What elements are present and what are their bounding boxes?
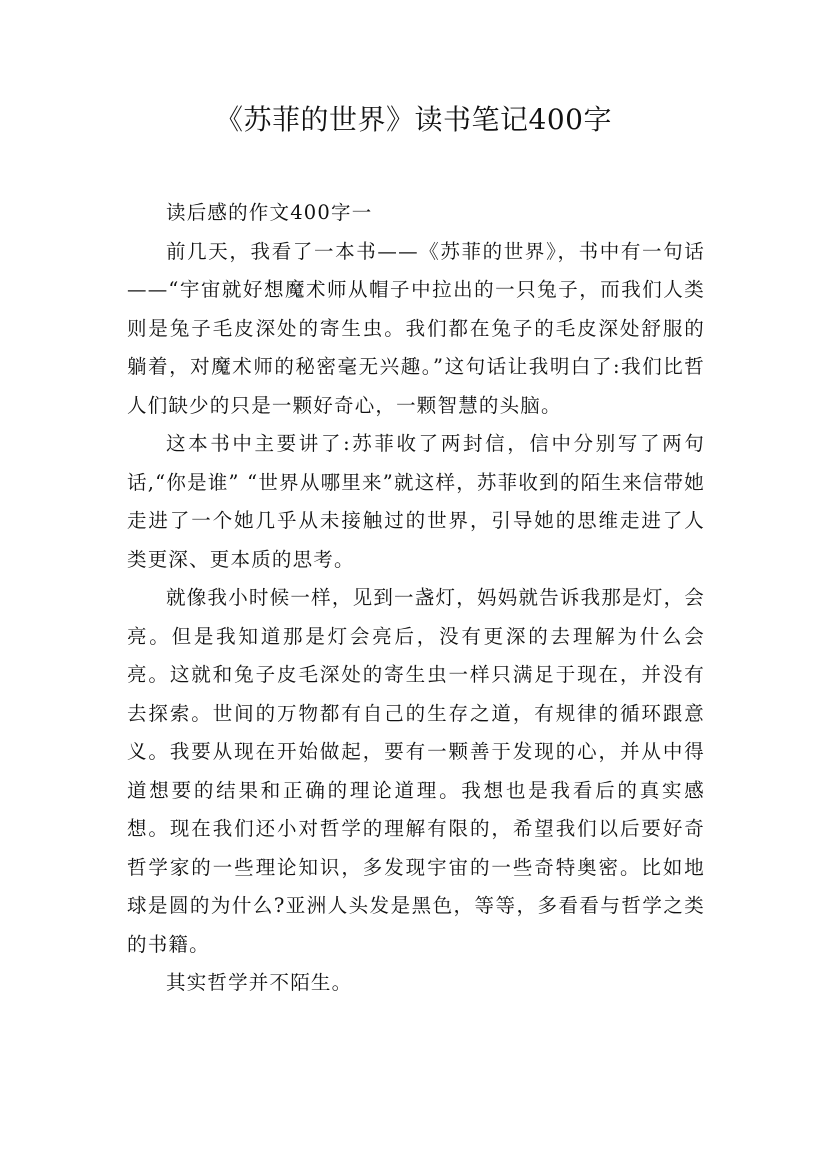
paragraph: 其实哲学并不陌生。 (166, 971, 353, 994)
document-title: 《苏菲的世界》读书笔记400字 (215, 103, 612, 136)
paragraph: 前几天，我看了一本书——《苏菲的世界》，书中有一句话——“宇宙就好想魔术师从帽子中拉出的一只兔子，而我们人类则是兔子毛皮深处的寄生虫。我们都在兔子的毛皮深处舒服的躺着，对魔术师的秘密毫无兴趣。”这句话让我明白了:我们比哲人们缺少的只是一颗好奇心，一颗智慧的头脑。 (127, 239, 705, 417)
paragraph: 这本书中主要讲了:苏菲收了两封信，信中分别写了两句话,“你是谁” “世界从哪里来”就这样，苏菲收到的陌生来信带她走进了一个她几乎从未接触过的世界，引导她的思维走进了人类更深、更本质的思考。 (127, 432, 705, 571)
document-body (127, 194, 705, 1003)
paragraph: 就像我小时候一样，见到一盏灯，妈妈就告诉我那是灯，会亮。但是我知道那是灯会亮后，没有更深的去理解为什么会亮。这就和兔子皮毛深处的寄生虫一样只满足于现在，并没有去探索。世间的万物都有自己的生存之道，有规律的循环跟意义。我要从现在开始做起，要有一颗善于发现的心，并从中得道想要的结果和正确的理论道理。我想也是我看后的真实感想。现在我们还小对哲学的理解有限的，希望我们以后要好奇哲学家的一些理论知识，多发现宇宙的一些奇特奥密。比如地球是圆的为什么?亚洲人头发是黑色，等等，多看看与哲学之类的书籍。 (127, 586, 705, 956)
document-subtitle: 读后感的作文400字一 (166, 201, 373, 224)
